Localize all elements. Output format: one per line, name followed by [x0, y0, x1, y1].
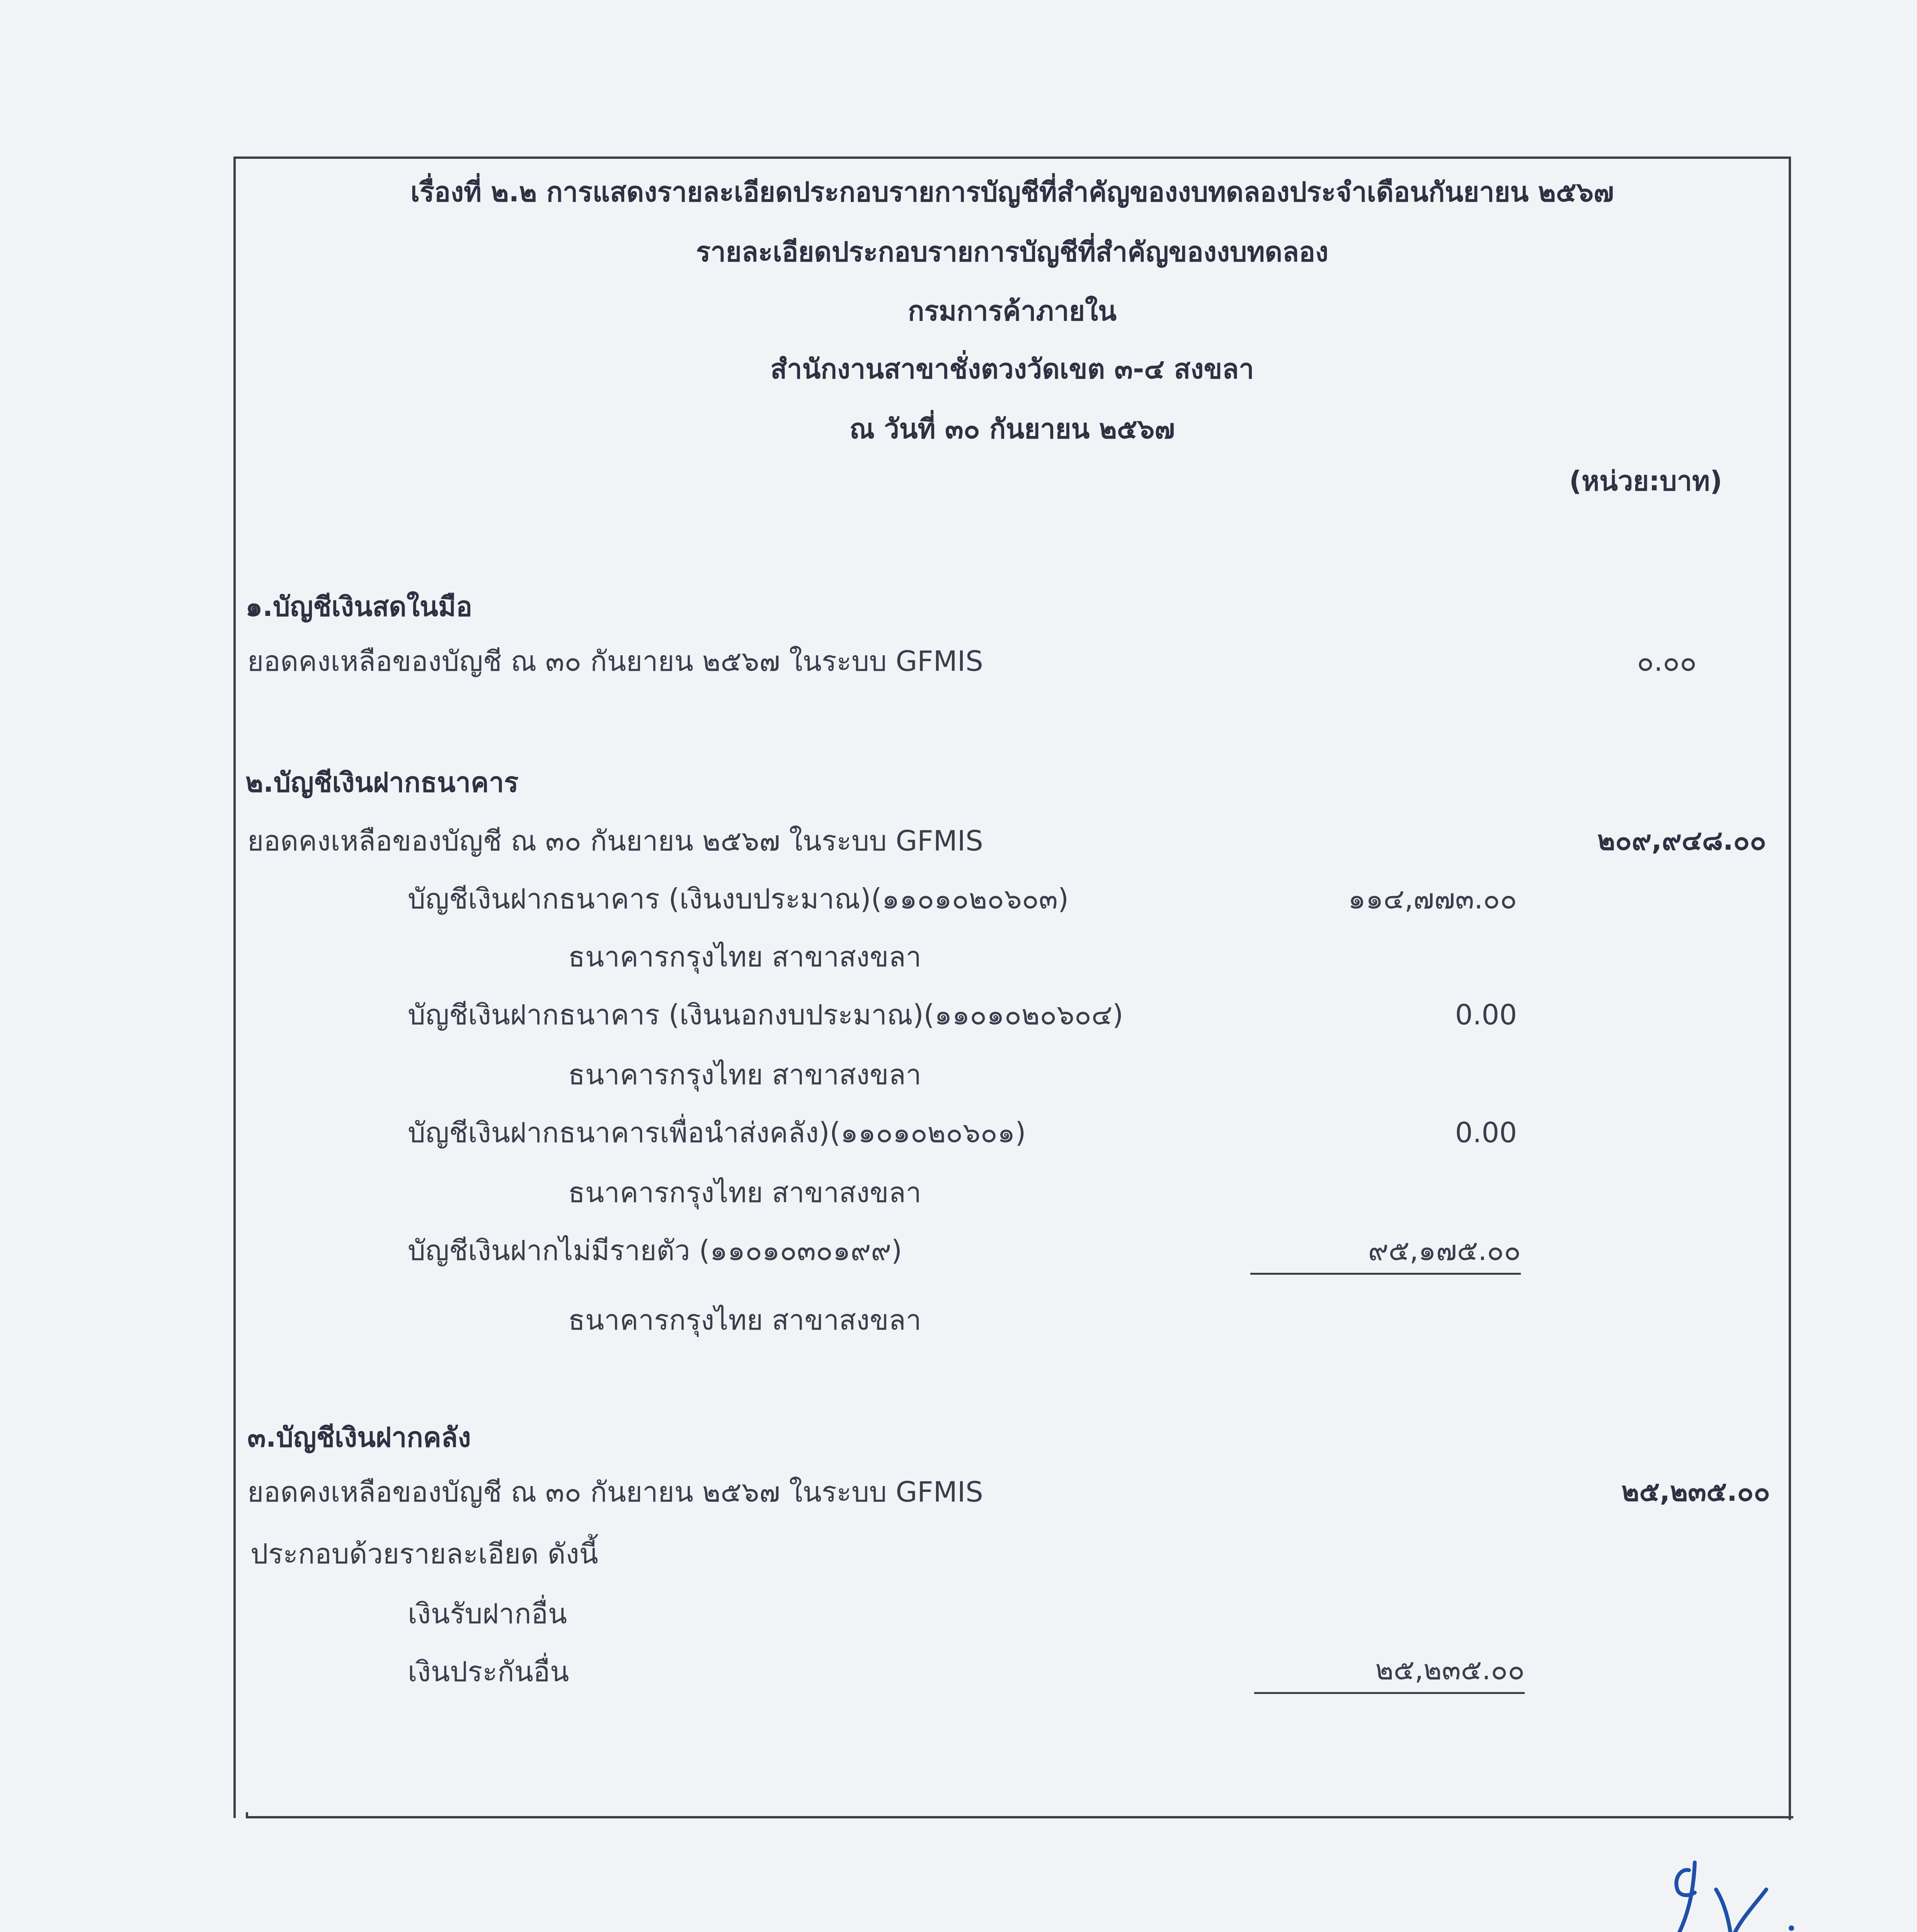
list-item-label: เงินประกันอื่น — [408, 1655, 569, 1688]
office-name: สำนักงานสาขาชั่งตวงวัดเขต ๓-๔ สงขลา — [770, 353, 1254, 385]
list-item-bank: ธนาคารกรุงไทย สาขาสงขลา — [568, 1304, 921, 1336]
list-item-label: บัญชีเงินฝากไม่มีรายตัว (๑๑๐๑๐๓๐๑๙๙) — [408, 1234, 902, 1267]
report-title: รายละเอียดประกอบรายการบัญชีที่สำคัญของงบทดลอง — [696, 236, 1329, 268]
list-item-bank: ธนาคารกรุงไทย สาขาสงขลา — [568, 1176, 921, 1209]
section-3-detail-label: ประกอบด้วยรายละเอียด ดังนี้ — [250, 1537, 598, 1570]
frame-bottom-border — [247, 1816, 1793, 1818]
list-item-value: 0.00 — [1455, 998, 1517, 1031]
section-2-balance-label: ยอดคงเหลือของบัญชี ณ ๓๐ กันยายน ๒๕๖๗ ในระบบ GFMIS — [247, 825, 983, 857]
section-2-title: ๒.บัญชีเงินฝากธนาคาร — [245, 767, 519, 798]
section-1-balance-value: ๐.๐๐ — [1637, 645, 1697, 677]
list-item-label: บัญชีเงินฝากธนาคาร (เงินนอกงบประมาณ)(๑๑๐๑๐๒๐๖๐๔) — [408, 998, 1124, 1031]
list-item-value: ๑๑๔,๗๗๓.๐๐ — [1348, 883, 1517, 915]
list-item-label: บัญชีเงินฝากธนาคารเพื่อนำส่งคลัง)(๑๑๐๑๐๒๐๖๐๑) — [408, 1116, 1026, 1149]
list-item-bank: ธนาคารกรุงไทย สาขาสงขลา — [568, 1058, 921, 1091]
section-2-balance-value: ๒๐๙,๙๔๘.๐๐ — [1597, 825, 1766, 856]
section-3-balance-label: ยอดคงเหลือของบัญชี ณ ๓๐ กันยายน ๒๕๖๗ ในระบบ GFMIS — [247, 1476, 983, 1508]
document-subject-title: เรื่องที่ ๒.๒ การแสดงรายละเอียดประกอบรายการบัญชีที่สำคัญของงบทดลองประจำเดือนกันยายน ๒๕๖๗ — [410, 176, 1614, 208]
list-item-value: 0.00 — [1455, 1116, 1517, 1149]
report-date: ณ วันที่ ๓๐ กันยายน ๒๕๖๗ — [850, 413, 1175, 445]
section-3-title: ๓.บัญชีเงินฝากคลัง — [247, 1422, 471, 1453]
section-3-balance-value: ๒๕,๒๓๕.๐๐ — [1621, 1476, 1770, 1507]
department-name: กรมการค้าภายใน — [907, 295, 1117, 327]
unit-label: (หน่วย:บาท) — [1569, 465, 1723, 497]
handwritten-signature — [1658, 1847, 1828, 1932]
section-1-balance-label: ยอดคงเหลือของบัญชี ณ ๓๐ กันยายน ๒๕๖๗ ในระบบ GFMIS — [247, 645, 983, 677]
list-item-label: เงินรับฝากอื่น — [408, 1597, 567, 1630]
list-item-value-subtotal: ๙๕,๑๗๕.๐๐ — [1250, 1236, 1521, 1275]
frame-right-border-tail — [1789, 1812, 1791, 1820]
list-item-value-subtotal: ๒๕,๒๓๕.๐๐ — [1254, 1656, 1525, 1694]
list-item-label: บัญชีเงินฝากธนาคาร (เงินงบประมาณ)(๑๑๐๑๐๒๐๖๐๓) — [408, 883, 1069, 915]
list-item-bank: ธนาคารกรุงไทย สาขาสงขลา — [568, 940, 921, 973]
frame-left-border-tail — [246, 1812, 248, 1818]
section-1-title: ๑.บัญชีเงินสดในมือ — [245, 591, 472, 622]
